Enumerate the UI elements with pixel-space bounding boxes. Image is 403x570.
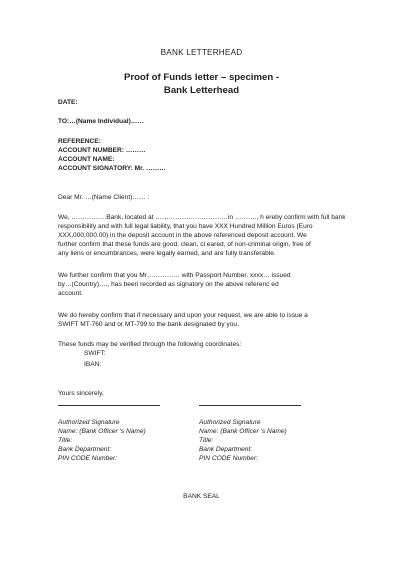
letterhead: BANK LETTERHEAD	[160, 48, 243, 57]
swift-label: SWIFT:	[84, 350, 106, 357]
paragraph-line: We do hereby confirm that if necessary and upon your request, we are able to issue a	[58, 312, 308, 319]
coordinates-list	[58, 349, 348, 369]
paragraph-line: any liens or encumbrances, were legally earned, and are fully transferable.	[58, 250, 276, 257]
pin-code-label: PIN CODE Number:	[199, 455, 258, 462]
paragraph-line: further confirm that these funds are good, clean, cl eared, of non-criminal origin, free of	[58, 241, 311, 248]
account-number-label: ACCOUNT NUMBER: ………	[58, 147, 146, 154]
paragraph-confirmation	[58, 213, 348, 258]
paragraph-line: We, …………….Bank, located at ……………………………in ………., h ereby confirm with full bank	[58, 214, 346, 221]
paragraph-line: responsibility and with full legal liability, that you have XXX Hundred Million Euros (Euro	[58, 223, 313, 230]
officer-title-label: Title:	[199, 437, 214, 444]
paragraph-swift	[58, 311, 348, 329]
authorized-signature-label: Authorized Signature	[58, 419, 120, 426]
signature-line	[58, 401, 160, 406]
reference-block	[58, 137, 348, 173]
paragraph-line: account.	[58, 290, 83, 297]
account-signatory-label: ACCOUNT SIGNATORY: Mr. ………	[58, 165, 166, 172]
letter-title	[0, 72, 403, 97]
paragraph-signatory	[58, 271, 348, 298]
bank-department-label: Bank Department:	[199, 446, 253, 453]
reference-label: REFERENCE:	[58, 138, 101, 145]
paragraph-coordinates	[58, 340, 348, 369]
officer-name-label: Name: (Bank Officer 's Name)	[58, 428, 146, 435]
account-name-label: ACCOUNT NAME:	[58, 156, 115, 163]
paragraph-line: We further confirm that you Mr…………… with Passport Number. xxxx… issued	[58, 272, 291, 279]
paragraph-line: by…(Country)…., has been recorded as signatory on the above referenc ed	[58, 281, 279, 288]
to-label: TO:…(Name Individual)……	[58, 118, 144, 125]
bank-department-label: Bank Department:	[58, 446, 112, 453]
signature-line	[199, 401, 301, 406]
officer-name-label: Name: (Bank Officer 's Name)	[199, 428, 287, 435]
paragraph-line: XXX,000,000.00) in the deposit account in the above referenced deposit account. We	[58, 232, 307, 239]
paragraph-line: These funds may be verified through the following coordinates:	[58, 341, 242, 348]
date-label: DATE:	[58, 99, 78, 106]
signature-block-left	[58, 401, 178, 463]
signature-block-right	[199, 401, 319, 463]
closing: Yours sincerely,	[58, 390, 104, 397]
officer-title-label: Title:	[58, 437, 73, 444]
paragraph-line: SWIFT MT-760 and or MT-799 to the bank designated by you.	[58, 321, 239, 328]
title-line-2: Bank Letterhead	[163, 84, 240, 96]
authorized-signature-label: Authorized Signature	[199, 419, 261, 426]
iban-label: IBAN:	[84, 361, 102, 368]
bank-seal-label: BANK SEAL	[183, 493, 220, 500]
pin-code-label: PIN CODE Number:	[58, 455, 117, 462]
salutation: Dear Mr. …(Name Client)…… :	[58, 194, 150, 201]
title-line-1: Proof of Funds letter – specimen -	[123, 72, 280, 83]
